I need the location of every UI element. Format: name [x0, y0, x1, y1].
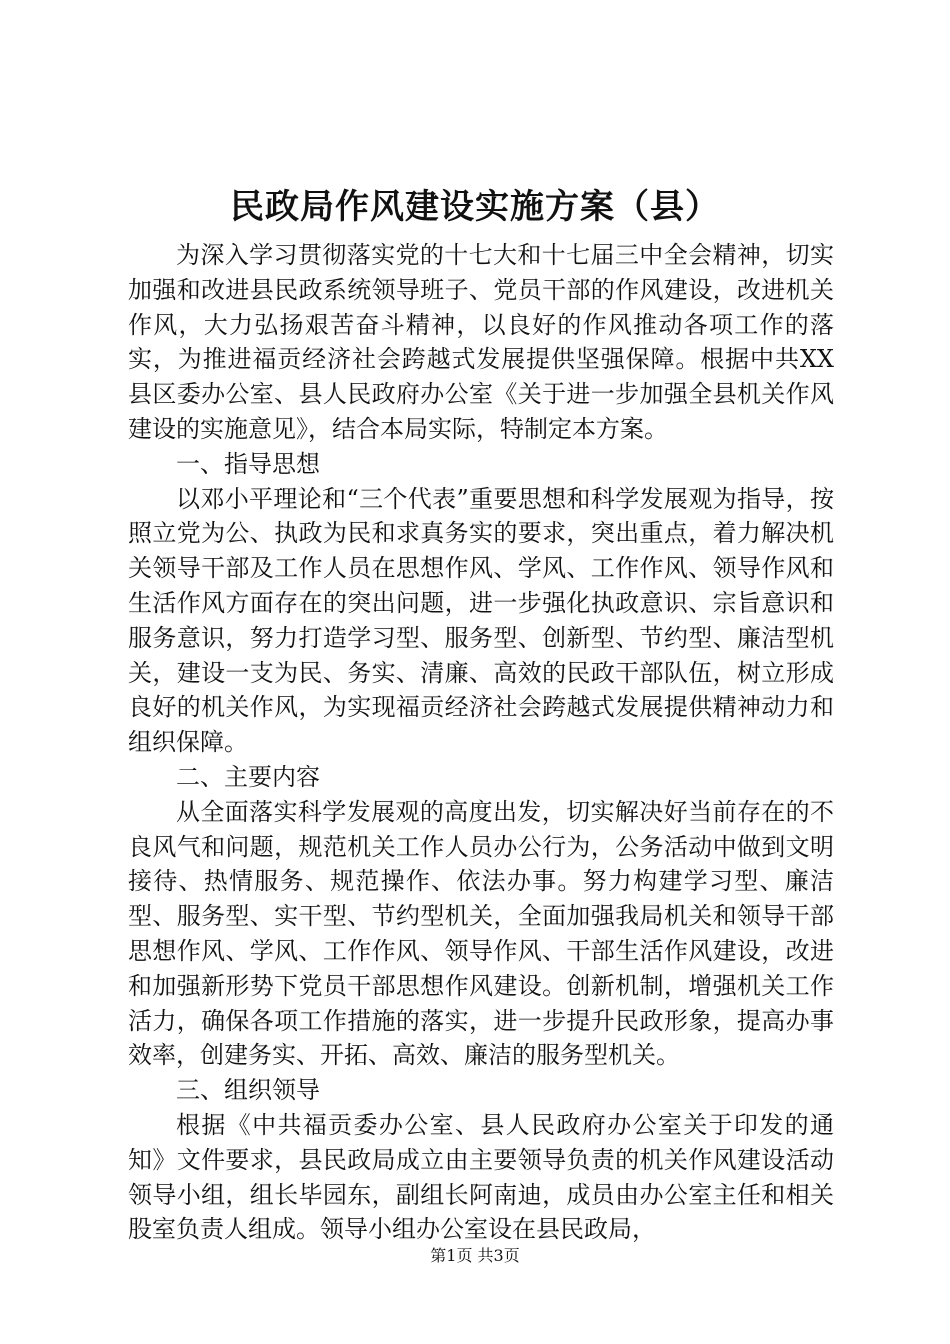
- section-heading-main-content: 二、主要内容: [176, 762, 320, 791]
- intro-paragraph: 为深入学习贯彻落实党的十七大和十七届三中全会精神，切实加强和改进县民政系统领导班子、党员干部的作风建设，改进机关作风，大力弘扬艰苦奋斗精神，以良好的作风推动各项工作的落实，为推进福贡经济社会跨越式发展提供坚强保障。根据中共XX县区委办公室、县人民政府办公室《关于进一步加强全县机关作风建设的实施意见》，结合本局实际，特制定本方案。: [128, 241, 834, 443]
- section-heading-organization: 三、组织领导: [176, 1076, 320, 1105]
- document-body: [128, 238, 834, 1247]
- page-number-footer: 第1页 共3页: [430, 1246, 520, 1265]
- organization-paragraph: 根据《中共福贡委办公室、县人民政府办公室关于印发的通知》文件要求，县民政局成立由主要领导负责的机关作风建设活动领导小组，组长毕园东，副组长阿南迪，成员由办公室主任和相关股室负责人组成。领导小组办公室设在县民政局，: [128, 1110, 834, 1244]
- document-title: 民政局作风建设实施方案（县）: [230, 187, 720, 227]
- section-heading-guiding-ideology: 一、指导思想: [176, 449, 320, 478]
- main-content-paragraph: 从全面落实科学发展观的高度出发，切实解决好当前存在的不良风气和问题，规范机关工作人员办公行为，公务活动中做到文明接待、热情服务、规范操作、依法办事。努力构建学习型、廉洁型、服务型、实干型、节约型机关，全面加强我局机关和领导干部思想作风、学风、工作作风、领导作风、干部生活作风建设，改进和加强新形势下党员干部思想作风建设。创新机制，增强机关工作活力，确保各项工作措施的落实，进一步提升民政形象，提高办事效率，创建务实、开拓、高效、廉洁的服务型机关。: [128, 797, 834, 1070]
- guiding-ideology-paragraph: 以邓小平理论和“三个代表”重要思想和科学发展观为指导，按照立党为公、执政为民和求真务实的要求，突出重点，着力解决机关领导干部及工作人员在思想作风、学风、工作作风、领导作风和生活作风方面存在的突出问题，进一步强化执政意识、宗旨意识和服务意识，努力打造学习型、服务型、创新型、节约型、廉洁型机关，建设一支为民、务实、清廉、高效的民政干部队伍，树立形成良好的机关作风，为实现福贡经济社会跨越式发展提供精神动力和组织保障。: [128, 484, 834, 757]
